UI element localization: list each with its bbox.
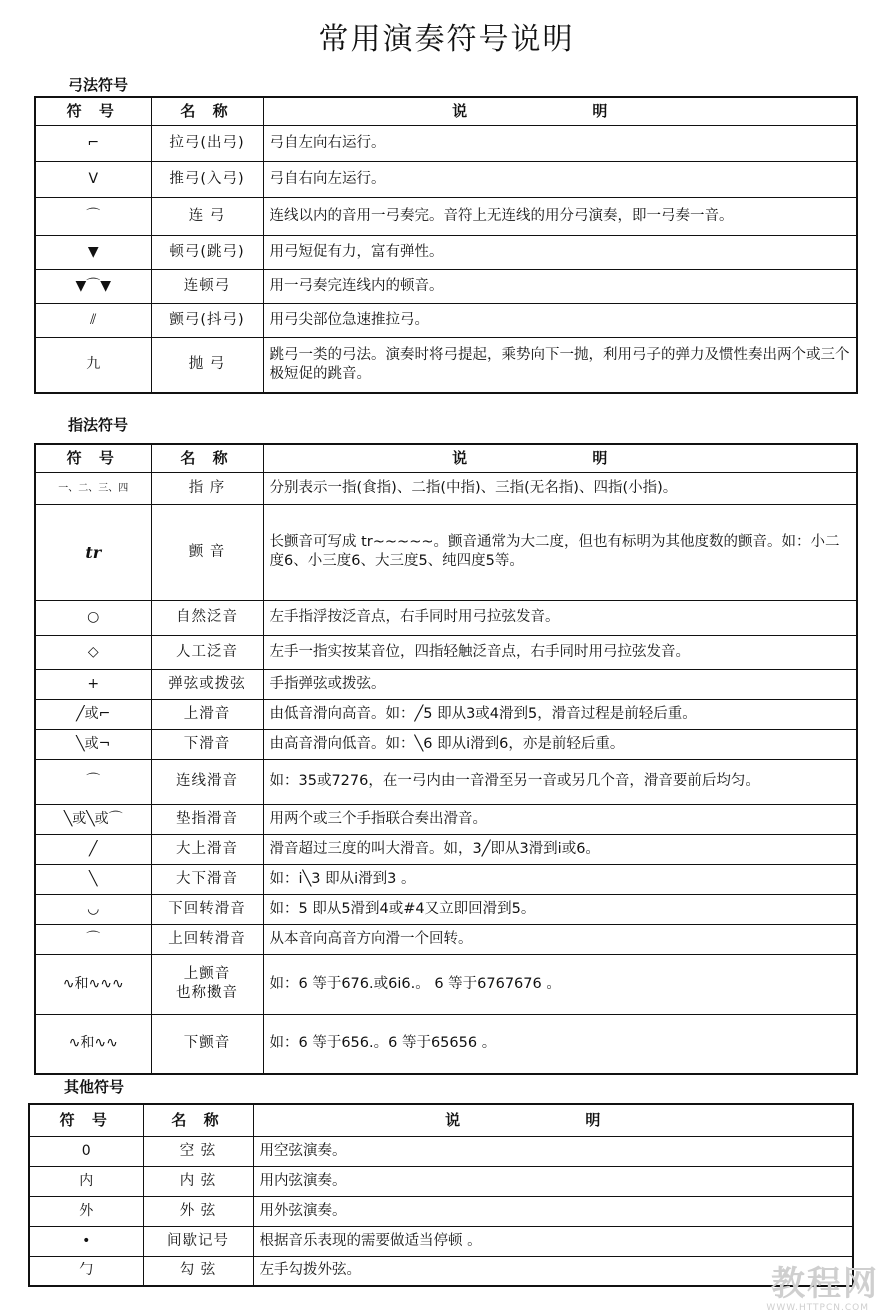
watermark-logo: 教程网 <box>771 1264 879 1304</box>
table-row <box>35 161 857 197</box>
table-row <box>35 759 857 804</box>
table-row <box>35 303 857 337</box>
name-cell: 人工泛音 <box>151 635 263 669</box>
name-cell: 连 弓 <box>151 197 263 235</box>
header-symbol: 符 号 <box>29 1104 143 1136</box>
table-header-row <box>35 97 857 125</box>
symbol-cell: 九 <box>35 337 151 393</box>
name-cell: 颤 音 <box>151 504 263 600</box>
table-row <box>35 125 857 161</box>
desc-cell: 手指弹弦或拨弦。 <box>263 669 857 699</box>
symbol-cell: ╱ <box>35 834 151 864</box>
desc-cell: 如：6 等于656.。6 等于65656 。 <box>263 1014 857 1074</box>
desc-cell: 连线以内的音用一弓奏完。音符上无连线的用分弓演奏，即一弓奏一音。 <box>263 197 857 235</box>
desc-cell: 分别表示一指(食指)、二指(中指)、三指(无名指)、四指(小指)。 <box>263 472 857 504</box>
desc-cell: 左手指浮按泛音点，右手同时用弓拉弦发音。 <box>263 600 857 635</box>
desc-cell: 弓自右向左运行。 <box>263 161 857 197</box>
header-name: 名 称 <box>143 1104 253 1136</box>
name-cell: 拉弓(出弓) <box>151 125 263 161</box>
table-row <box>35 337 857 393</box>
header-desc: 说 明 <box>263 97 857 125</box>
name-cell: 连线滑音 <box>151 759 263 804</box>
name-cell: 颤弓(抖弓) <box>151 303 263 337</box>
table-header-row <box>35 444 857 472</box>
desc-cell: 左手一指实按某音位，四指轻触泛音点，右手同时用弓拉弦发音。 <box>263 635 857 669</box>
table-row <box>35 635 857 669</box>
name-cell: 抛 弓 <box>151 337 263 393</box>
header-name: 名 称 <box>151 444 263 472</box>
header-desc: 说 明 <box>253 1104 853 1136</box>
table-row <box>35 472 857 504</box>
name-cell: 自然泛音 <box>151 600 263 635</box>
name-cell: 下滑音 <box>151 729 263 759</box>
symbol-cell: ⌐ <box>35 125 151 161</box>
name-cell: 连顿弓 <box>151 269 263 303</box>
table-row <box>35 834 857 864</box>
table-row <box>35 600 857 635</box>
symbol-cell: ╱或⌐ <box>35 699 151 729</box>
symbol-cell: ∿和∿∿∿ <box>35 954 151 1014</box>
symbol-cell: + <box>35 669 151 699</box>
desc-cell: 用弓短促有力，富有弹性。 <box>263 235 857 269</box>
desc-cell: 如：i╲3 即从i滑到3 。 <box>263 864 857 894</box>
table-row <box>29 1136 853 1166</box>
symbol-cell: 一、二、三、四 <box>35 472 151 504</box>
table-row <box>35 804 857 834</box>
name-cell: 上回转滑音 <box>151 924 263 954</box>
symbol-cell: • <box>29 1226 143 1256</box>
name-cell: 弹弦或拨弦 <box>151 669 263 699</box>
desc-cell: 由高音滑向低音。如：╲6 即从i滑到6，亦是前轻后重。 <box>263 729 857 759</box>
table-header-row <box>29 1104 853 1136</box>
symbol-cell: ◡ <box>35 894 151 924</box>
table-row <box>35 864 857 894</box>
fingering-symbols-table <box>34 443 858 1075</box>
symbol-cell: ╲ <box>35 864 151 894</box>
desc-cell: 根据音乐表现的需要做适当停顿 。 <box>253 1226 853 1256</box>
symbol-cell: ▼⌒▼ <box>35 269 151 303</box>
table-row <box>29 1166 853 1196</box>
table-row <box>35 269 857 303</box>
table-row <box>29 1196 853 1226</box>
header-desc: 说 明 <box>263 444 857 472</box>
name-cell: 上滑音 <box>151 699 263 729</box>
desc-cell: 如：35或7276，在一弓内由一音滑至另一音或另几个音，滑音要前后均匀。 <box>263 759 857 804</box>
section-title-bowing: 弓法符号 <box>68 76 129 94</box>
section-title-other: 其他符号 <box>64 1078 125 1096</box>
table-row <box>35 235 857 269</box>
name-cell: 大下滑音 <box>151 864 263 894</box>
table-row <box>35 1014 857 1074</box>
symbol-cell: ▼ <box>35 235 151 269</box>
symbol-cell: 外 <box>29 1196 143 1226</box>
other-symbols-table <box>28 1103 854 1287</box>
desc-cell: 用一弓奏完连线内的顿音。 <box>263 269 857 303</box>
header-symbol: 符 号 <box>35 97 151 125</box>
symbol-cell: V <box>35 161 151 197</box>
desc-cell: 由低音滑向高音。如：╱5 即从3或4滑到5，滑音过程是前轻后重。 <box>263 699 857 729</box>
symbol-cell: tr <box>35 504 151 600</box>
name-cell: 推弓(入弓) <box>151 161 263 197</box>
name-cell: 下回转滑音 <box>151 894 263 924</box>
symbol-cell: ⌒ <box>35 759 151 804</box>
desc-cell: 从本音向高音方向滑一个回转。 <box>263 924 857 954</box>
name-cell: 顿弓(跳弓) <box>151 235 263 269</box>
table-row <box>29 1226 853 1256</box>
watermark-url: WWW.HTTPCN.COM <box>766 1303 869 1313</box>
page-title: 常用演奏符号说明 <box>318 22 575 57</box>
desc-cell: 用两个或三个手指联合奏出滑音。 <box>263 804 857 834</box>
symbol-cell: 勹 <box>29 1256 143 1286</box>
symbol-cell: ○ <box>35 600 151 635</box>
symbol-cell: ⌒ <box>35 924 151 954</box>
name-cell: 勾 弦 <box>143 1256 253 1286</box>
table-row <box>35 954 857 1014</box>
name-cell: 上颤音 也称擞音 <box>151 954 263 1014</box>
table-row <box>35 924 857 954</box>
table-row <box>35 504 857 600</box>
desc-cell: 如：5 即从5滑到4或#4又立即回滑到5。 <box>263 894 857 924</box>
table-row <box>35 197 857 235</box>
desc-cell: 长颤音可写成 tr~~~~~。颤音通常为大二度，但也有标明为其他度数的颤音。如：小二度6、小三度6、大三度5、纯四度5等。 <box>263 504 857 600</box>
name-cell: 空 弦 <box>143 1136 253 1166</box>
desc-cell: 如：6 等于676.或6i6.。 6 等于6767676 。 <box>263 954 857 1014</box>
name-cell: 间歇记号 <box>143 1226 253 1256</box>
symbol-cell: ⫽ <box>35 303 151 337</box>
header-symbol: 符 号 <box>35 444 151 472</box>
symbol-cell: 0 <box>29 1136 143 1166</box>
desc-cell: 用空弦演奏。 <box>253 1136 853 1166</box>
name-cell: 指 序 <box>151 472 263 504</box>
desc-cell: 用外弦演奏。 <box>253 1196 853 1226</box>
desc-cell: 滑音超过三度的叫大滑音。如，3╱即从3滑到i或6。 <box>263 834 857 864</box>
table-row <box>35 729 857 759</box>
symbol-cell: ╲或¬ <box>35 729 151 759</box>
symbol-cell: ◇ <box>35 635 151 669</box>
section-title-fingering: 指法符号 <box>68 416 129 434</box>
table-row <box>35 894 857 924</box>
desc-cell: 弓自左向右运行。 <box>263 125 857 161</box>
desc-cell: 左手勾拨外弦。 <box>253 1256 853 1286</box>
name-cell: 下颤音 <box>151 1014 263 1074</box>
desc-cell: 用弓尖部位急速推拉弓。 <box>263 303 857 337</box>
header-name: 名 称 <box>151 97 263 125</box>
symbol-cell: ∿和∿∿ <box>35 1014 151 1074</box>
name-cell: 大上滑音 <box>151 834 263 864</box>
desc-cell: 跳弓一类的弓法。演奏时将弓提起，乘势向下一抛，利用弓子的弹力及惯性奏出两个或三个极短促的跳音。 <box>263 337 857 393</box>
symbol-cell: ⌒ <box>35 197 151 235</box>
symbol-cell: 内 <box>29 1166 143 1196</box>
name-cell: 垫指滑音 <box>151 804 263 834</box>
bowing-symbols-table <box>34 96 858 394</box>
name-cell: 内 弦 <box>143 1166 253 1196</box>
table-row <box>29 1256 853 1286</box>
table-row <box>35 669 857 699</box>
symbol-cell: ╲或╲或⌒ <box>35 804 151 834</box>
desc-cell: 用内弦演奏。 <box>253 1166 853 1196</box>
table-row <box>35 699 857 729</box>
name-cell: 外 弦 <box>143 1196 253 1226</box>
